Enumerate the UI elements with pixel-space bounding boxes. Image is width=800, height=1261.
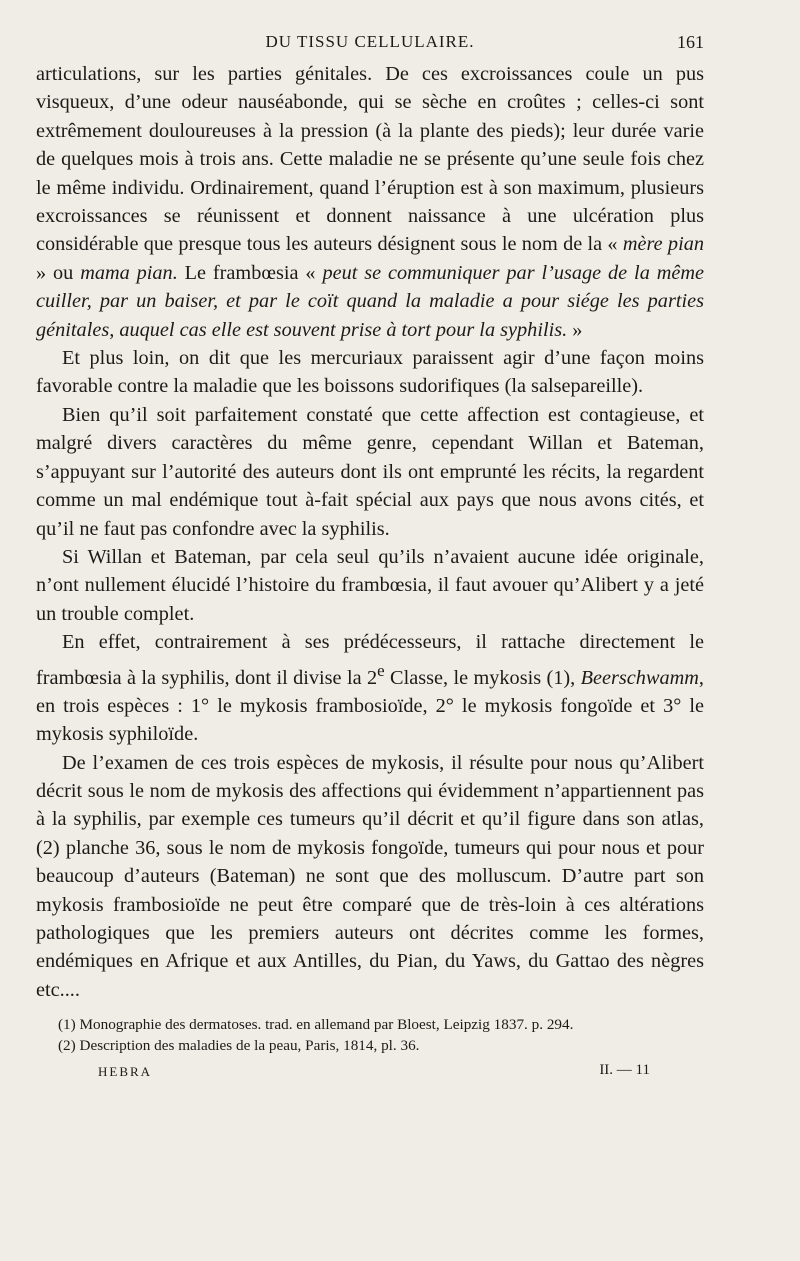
- main-text: [36, 60, 704, 1004]
- paragraph-1: articulations, sur les parties génitales. De ces excroissances coule un pus visqueux, d’une odeur nauséabonde, qui se sèche en croûtes ; celles-ci sont extrêmement douloureuses à la pression (à la plante des pieds); leur durée varie de quelques mois à trois ans. Cette maladie ne se présente qu’une seule fois chez le même individu. Ordinairement, quand l’éruption est à son maximum, plusieurs excroissances se réunissent et donnent naissance à une ulcération plus considérable que presque tous les auteurs désignent sous le nom de la « mère pian » ou mama pian. Le frambœsia « peut se communiquer par l’usage de la même cuiller, par un baiser, et par le coït quand la maladie a pour siége les parties génitales, auquel cas elle est souvent prise à tort pour la syphilis. »: [36, 63, 705, 341]
- signature-mark: HEBRA: [98, 1064, 153, 1080]
- volume-mark: II. — 11: [599, 1062, 650, 1079]
- page-footer: [36, 1060, 704, 1086]
- paragraph-6: De l’examen de ces trois espèces de mykosis, il résulte pour nous qu’Alibert décrit sous le nom de mykosis des affections qui évidemment n’appartiennent pas à la syphilis, par exemple ces tumeurs qu’il décrit et qu’il figure dans son atlas, (2) planche 36, sous le nom de mykosis fongoïde, tumeurs qui pour nous et pour beaucoup d’auteurs (Bateman) ne sont que des molluscum. D’autre part son mykosis frambosioïde ne peut être comparé que de très-loin à ces altérations pathologiques que les premiers auteurs ont décrites comme les formes, endémiques en Afrique et aux Antilles, du Pian, du Yaws, du Gattao des nègres etc....: [36, 751, 704, 1001]
- page-number: 161: [677, 32, 704, 52]
- running-title: DU TISSU CELLULAIRE.: [265, 32, 475, 51]
- paragraph-3: Bien qu’il soit parfaitement constaté que cette affection est contagieuse, et malgré divers caractères du même genre, cependant Willan et Bateman, s’appuyant sur l’autorité des auteurs dont ils ont emprunté les récits, la regardent comme un mal endémique tout à-fait spécial aux pays que nous avons cités, et qu’il ne faut pas confondre avec la syphilis.: [36, 403, 704, 540]
- book-page: [36, 26, 704, 1086]
- footnote-2: (2) Description des maladies de la peau, Paris, 1814, pl. 36.: [58, 1037, 420, 1055]
- paragraph-5: En effet, contrairement à ses prédécesseurs, il rattache directement le frambœsia à la syphilis, dont il divise la 2e Classe, le mykosis (1), Beerschwamm, en trois espèces : 1° le mykosis frambosioïde, 2° le mykosis fongoïde et 3° le mykosis syphiloïde.: [36, 631, 704, 746]
- paragraph-4: Si Willan et Bateman, par cela seul qu’ils n’avaient aucune idée originale, n’ont nullement élucidé l’histoire du frambœsia, il faut avouer qu’Alibert y a jeté un trouble complet.: [36, 545, 704, 625]
- paragraph-2: Et plus loin, on dit que les mercuriaux paraissent agir d’une façon moins favorable contre la maladie que les boissons sudorifiques (la salsepareille).: [36, 347, 704, 398]
- footnote-1: (1) Monographie des dermatoses. trad. en allemand par Bloest, Leipzig 1837. p. 294.: [58, 1016, 574, 1034]
- footnotes: [36, 1014, 704, 1056]
- running-header: [36, 26, 704, 60]
